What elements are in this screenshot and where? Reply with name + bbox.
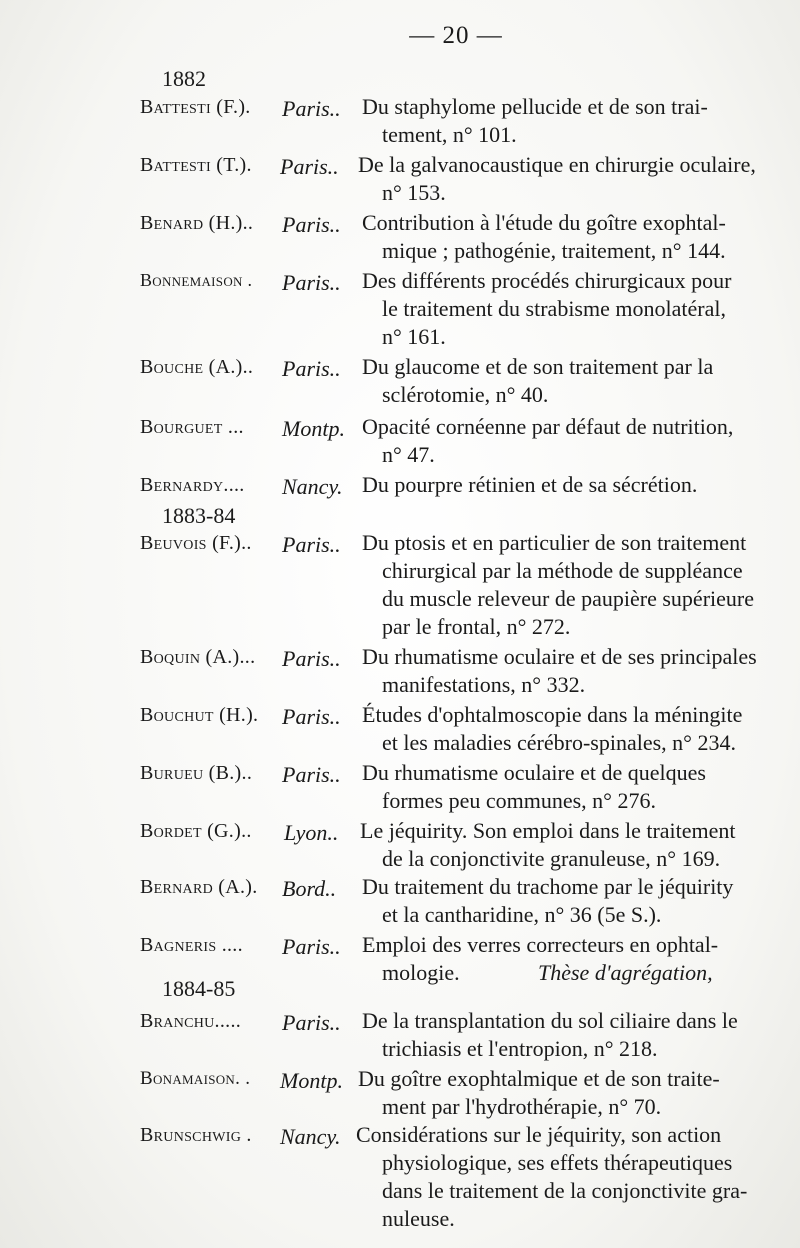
entry-author: Bourguet ... bbox=[140, 416, 244, 438]
entry-city: Paris.. bbox=[282, 356, 341, 381]
entry-title-line: Du goître exophtalmique et de son traite- bbox=[358, 1066, 720, 1091]
entry-title-line: nuleuse. bbox=[382, 1206, 455, 1231]
entry-title-line: Études d'ophtalmoscopie dans la méningite bbox=[362, 702, 743, 727]
entry-title-line: Le jéquirity. Son emploi dans le traitement bbox=[360, 818, 736, 843]
entry-title-line: Opacité cornéenne par défaut de nutrition, bbox=[362, 414, 734, 439]
entry-city: Nancy. bbox=[282, 474, 343, 499]
entry-title-line: trichiasis et l'entropion, n° 218. bbox=[382, 1036, 658, 1061]
entry-author: Beuvois (F.).. bbox=[140, 532, 252, 554]
entry-city: Paris.. bbox=[282, 646, 341, 671]
entry-title-line: Du ptosis et en particulier de son traitement bbox=[362, 530, 747, 555]
bibliography-entry bbox=[140, 932, 780, 985]
bibliography-entry bbox=[140, 760, 780, 813]
entry-title-line: du muscle releveur de paupière supérieure bbox=[382, 586, 754, 611]
entry-title-line: Considérations sur le jéquirity, son action bbox=[356, 1122, 722, 1147]
entry-title-line: et la cantharidine, n° 36 (5e S.). bbox=[382, 902, 662, 927]
entry-title-line: Du staphylome pellucide et de son trai- bbox=[362, 94, 708, 119]
entry-author: Bernard (A.). bbox=[140, 876, 258, 898]
entry-author: Bagneris .... bbox=[140, 934, 243, 956]
entry-title-line: manifestations, n° 332. bbox=[382, 672, 586, 697]
entry-author: Bonnemaison . bbox=[140, 270, 253, 290]
entry-author: Bordet (G.).. bbox=[140, 820, 252, 842]
bibliography-entry bbox=[140, 874, 780, 927]
entry-author: Benard (H.).. bbox=[140, 212, 254, 234]
entry-title-line: ment par l'hydrothérapie, n° 70. bbox=[382, 1094, 662, 1119]
entry-title-line: Du pourpre rétinien et de sa sécrétion. bbox=[362, 472, 698, 497]
entry-city: Paris.. bbox=[282, 532, 341, 557]
entry-title-line: chirurgical par la méthode de suppléance bbox=[382, 558, 743, 583]
entry-title-line: Des différents procédés chirurgicaux pour bbox=[362, 268, 732, 293]
entry-city: Paris.. bbox=[282, 96, 341, 121]
bibliography-entry bbox=[140, 1066, 780, 1119]
entry-city: Paris.. bbox=[282, 762, 341, 787]
entry-author: Battesti (T.). bbox=[140, 154, 252, 176]
entry-author: Bouchut (H.). bbox=[140, 704, 259, 726]
entry-title-line: et les maladies cérébro-spinales, n° 234. bbox=[382, 730, 736, 755]
entry-title-line: Du glaucome et de son traitement par la bbox=[362, 354, 714, 379]
entry-city: Paris.. bbox=[280, 154, 339, 179]
bibliography-entry bbox=[140, 644, 780, 697]
entry-title-line: n° 153. bbox=[382, 180, 446, 205]
entry-title-line: De la transplantation du sol ciliaire dans le bbox=[362, 1008, 738, 1033]
entry-author: Battesti (F.). bbox=[140, 96, 251, 118]
bibliography-entry bbox=[140, 1008, 780, 1061]
entry-city: Paris.. bbox=[282, 270, 341, 295]
entry-city: Montp. bbox=[282, 416, 345, 441]
entry-city: Paris.. bbox=[282, 1010, 341, 1035]
entry-city: Paris.. bbox=[282, 212, 341, 237]
entry-title-line: sclérotomie, n° 40. bbox=[382, 382, 549, 407]
bibliography-entry bbox=[140, 474, 780, 514]
entry-title-line: de la conjonctivite granuleuse, n° 169. bbox=[382, 846, 721, 871]
entry-title-line: De la galvanocaustique en chirurgie oculaire, bbox=[358, 152, 756, 177]
entry-author: Bouche (A.).. bbox=[140, 356, 254, 378]
bibliography-entry bbox=[140, 210, 780, 263]
entry-title-line: physiologique, ses effets thérapeutiques bbox=[382, 1150, 733, 1175]
entry-title-line: mique ; pathogénie, traitement, n° 144. bbox=[382, 238, 726, 263]
bibliography-entry bbox=[140, 152, 780, 205]
bibliography-entry bbox=[140, 530, 780, 639]
entry-city: Paris.. bbox=[282, 704, 341, 729]
entry-city: Paris.. bbox=[282, 934, 341, 959]
year-heading-1883-84: 1883-84 bbox=[162, 503, 236, 528]
bibliography-entry bbox=[140, 268, 780, 349]
entry-title-line: dans le traitement de la conjonctivite gra- bbox=[382, 1178, 748, 1203]
bibliography-entry bbox=[140, 414, 780, 467]
entry-city: Nancy. bbox=[280, 1124, 341, 1149]
entry-title-line: le traitement du strabisme monolatéral, bbox=[382, 296, 726, 321]
bibliography-entry bbox=[140, 94, 780, 147]
year-heading-1882: 1882 bbox=[162, 66, 206, 91]
entry-title-line: n° 47. bbox=[382, 442, 435, 467]
entry-title-line: n° 161. bbox=[382, 324, 446, 349]
entry-title-line: tement, n° 101. bbox=[382, 122, 517, 147]
entry-city: Lyon.. bbox=[284, 820, 339, 845]
bibliography-entry bbox=[140, 1122, 780, 1231]
entry-title-line: formes peu communes, n° 276. bbox=[382, 788, 656, 813]
bibliography-entry bbox=[140, 354, 780, 407]
entry-title-line: Du traitement du trachome par le jéquirity bbox=[362, 874, 734, 899]
entry-title-line: Du rhumatisme oculaire et de ses principales bbox=[362, 644, 757, 669]
entry-title-line: mologie. bbox=[382, 960, 460, 985]
entry-title-line: Emploi des verres correcteurs en ophtal- bbox=[362, 932, 719, 957]
entry-city: Montp. bbox=[280, 1068, 343, 1093]
entry-title-line: par le frontal, n° 272. bbox=[382, 614, 571, 639]
entry-city: Bord.. bbox=[282, 876, 337, 901]
bibliography-entry bbox=[140, 702, 780, 755]
entry-author: Brunschwig . bbox=[140, 1124, 252, 1146]
year-heading-1884-85: 1884-85 bbox=[162, 976, 236, 1001]
entry-thesis-note: Thèse d'agrégation, bbox=[538, 960, 713, 985]
entry-author: Burueu (B.).. bbox=[140, 762, 253, 784]
entry-author: Branchu..... bbox=[140, 1010, 242, 1032]
entry-title-line: Contribution à l'étude du goître exophtal- bbox=[362, 210, 726, 235]
entry-author: Bernardy.... bbox=[140, 474, 245, 496]
bibliography-entry bbox=[140, 818, 780, 871]
page-number: — 20 — bbox=[409, 22, 503, 49]
entry-author: Bonamaison. . bbox=[140, 1068, 251, 1089]
entry-title-line: Du rhumatisme oculaire et de quelques bbox=[362, 760, 706, 785]
entry-author: Boquin (A.)... bbox=[140, 646, 256, 668]
